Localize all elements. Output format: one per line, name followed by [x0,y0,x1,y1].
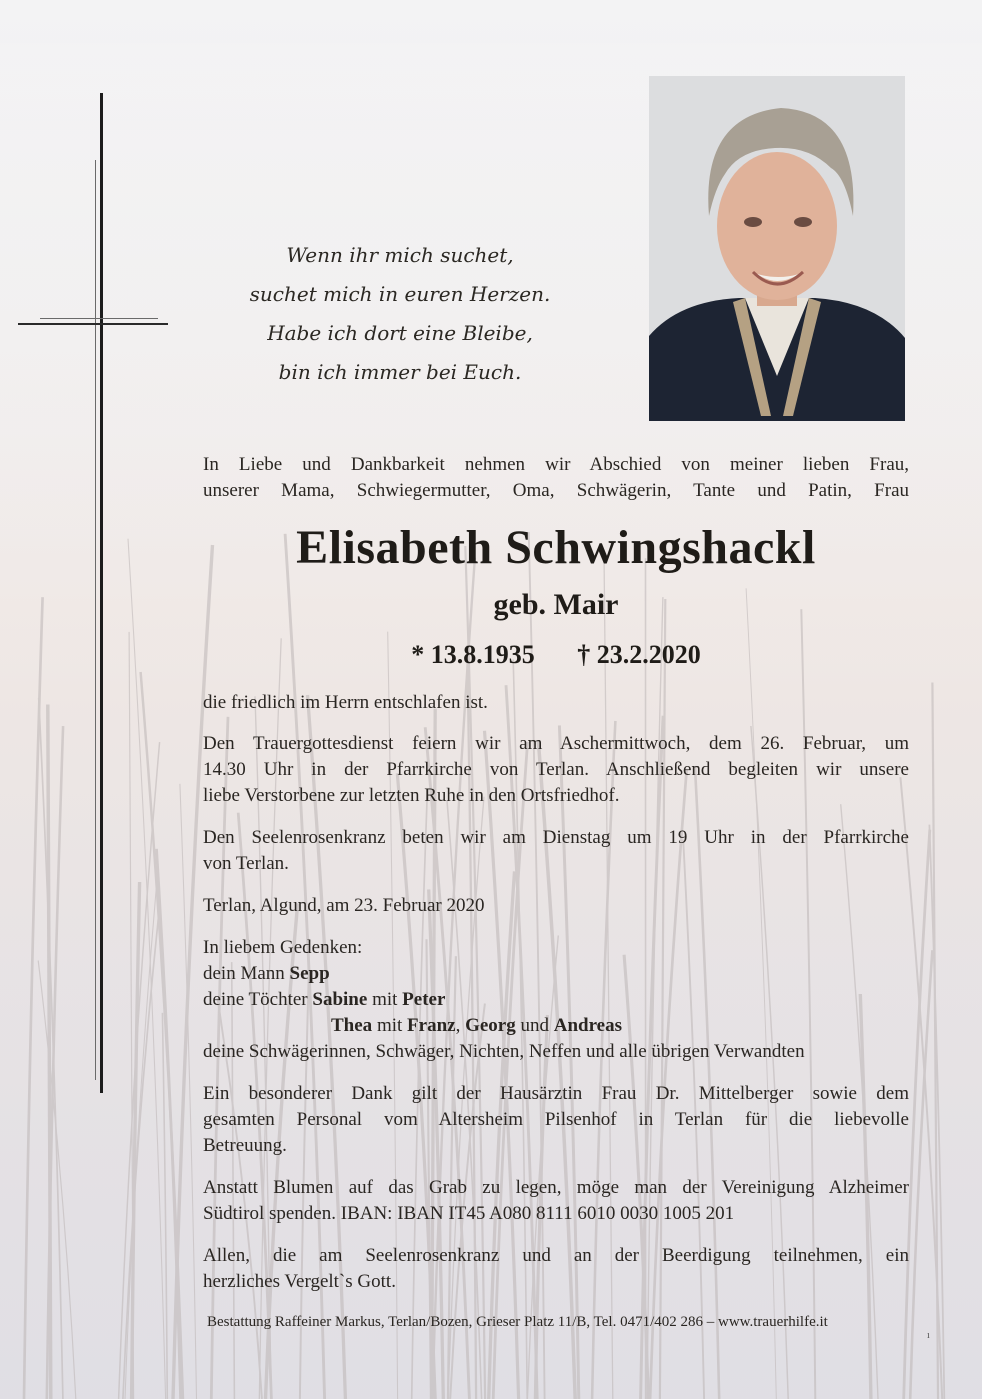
and-word: und [515,1015,554,1036]
service-line: Den Trauergottesdienst feiern wir am Aschermittwoch, dem 26. Februar, um [203,733,909,754]
memorial-quote [240,240,560,396]
rosary-line: Den Seelenrosenkranz beten wir am Dienstag um 19 Uhr in der Pfarrkirche [203,827,909,848]
daughters-prefix: deine Töchter [203,989,313,1010]
closing-paragraph [203,1243,909,1295]
partner-name: Andreas [553,1015,623,1036]
with-word: mit [372,1015,408,1036]
thanks-line: gesamten Personal vom Altersheim Pilsenhof in Terlan für die liebevolle [203,1109,909,1130]
portrait-illustration [649,76,905,421]
birth-date: * 13.8.1935 [411,640,535,669]
intro-paragraph [203,452,909,504]
deceased-name: Elisabeth Schwingshackl [296,521,816,574]
place-date: Terlan, Algund, am 23. Februar 2020 [203,895,485,916]
intro-line: unserer Mama, Schwiegermutter, Oma, Schwägerin, Tante und Patin, Frau [203,480,909,501]
funeral-home-footer: Bestattung Raffeiner Markus, Terlan/Bozen, Grieser Platz 11/B, Tel. 0471/402 286 – www.trauerhilfe.it [207,1314,828,1330]
closing-line: herzliches Vergelt`s Gott. [203,1271,396,1292]
thanks-line: Ein besonderer Dank gilt der Hausärztin Frau Dr. Mittelberger sowie dem [203,1083,909,1104]
quote-line: suchet mich in euren Herzen. [249,282,551,306]
donation-paragraph [203,1175,909,1227]
life-dates [203,640,909,670]
partner-name: Georg [465,1015,516,1036]
death-date: † 23.2.2020 [577,640,701,669]
thanks-line: Betreuung. [203,1135,287,1156]
passed-line: die friedlich im Herrn entschlafen ist. [203,692,488,713]
service-line: 14.30 Uhr in der Pfarrkirche von Terlan. Anschließend begleiten wir unsere [203,759,909,780]
husband-prefix: dein Mann [203,963,290,984]
quote-line: Wenn ihr mich suchet, [286,243,514,267]
cross-vertical-thin-line [95,160,96,1080]
mourners-daughters [203,987,909,1013]
mourners-others: deine Schwägerinnen, Schwäger, Nichten, Neffen und alle übrigen Verwandten [203,1041,805,1062]
partner-name: Franz [407,1015,456,1036]
rosary-paragraph [203,825,909,877]
mourners-husband [203,961,909,987]
with-word: mit [367,989,403,1010]
daughter-name: Thea [331,1015,373,1036]
donation-line: Anstatt Blumen auf das Grab zu legen, möge man der Vereinigung Alzheimer [203,1177,909,1198]
husband-name: Sepp [289,963,330,984]
portrait-photo [649,76,905,421]
mourners-list [203,935,909,1065]
quote-line: Habe ich dort eine Bleibe, [267,321,533,345]
intro-line: In Liebe und Dankbarkeit nehmen wir Abschied von meiner lieben Frau, [203,454,909,475]
cross-vertical-line [100,93,103,1093]
rosary-line: von Terlan. [203,853,289,874]
birth-name: geb. Mair [493,588,619,621]
quote-line: bin ich immer bei Euch. [278,360,522,384]
separator: , [455,1015,466,1036]
donation-line: Südtirol spenden. IBAN: IBAN IT45 A080 8111 6010 0030 1005 201 [203,1203,735,1224]
service-line: liebe Verstorbene zur letzten Ruhe in den Ortsfriedhof. [203,785,620,806]
thanks-paragraph [203,1081,909,1159]
cross-horizontal-line [18,323,168,325]
mourners-heading: In liebem Gedenken: [203,937,363,958]
mourners-daughter-two [203,1013,909,1039]
service-paragraph [203,731,909,809]
page-mark: ı [927,1330,930,1341]
daughter-name: Sabine [312,989,368,1010]
partner-name: Peter [402,989,446,1010]
closing-line: Allen, die am Seelenrosenkranz und an der Beerdigung teilnehmen, ein [203,1245,909,1266]
cross-horizontal-thin-line [40,318,158,319]
